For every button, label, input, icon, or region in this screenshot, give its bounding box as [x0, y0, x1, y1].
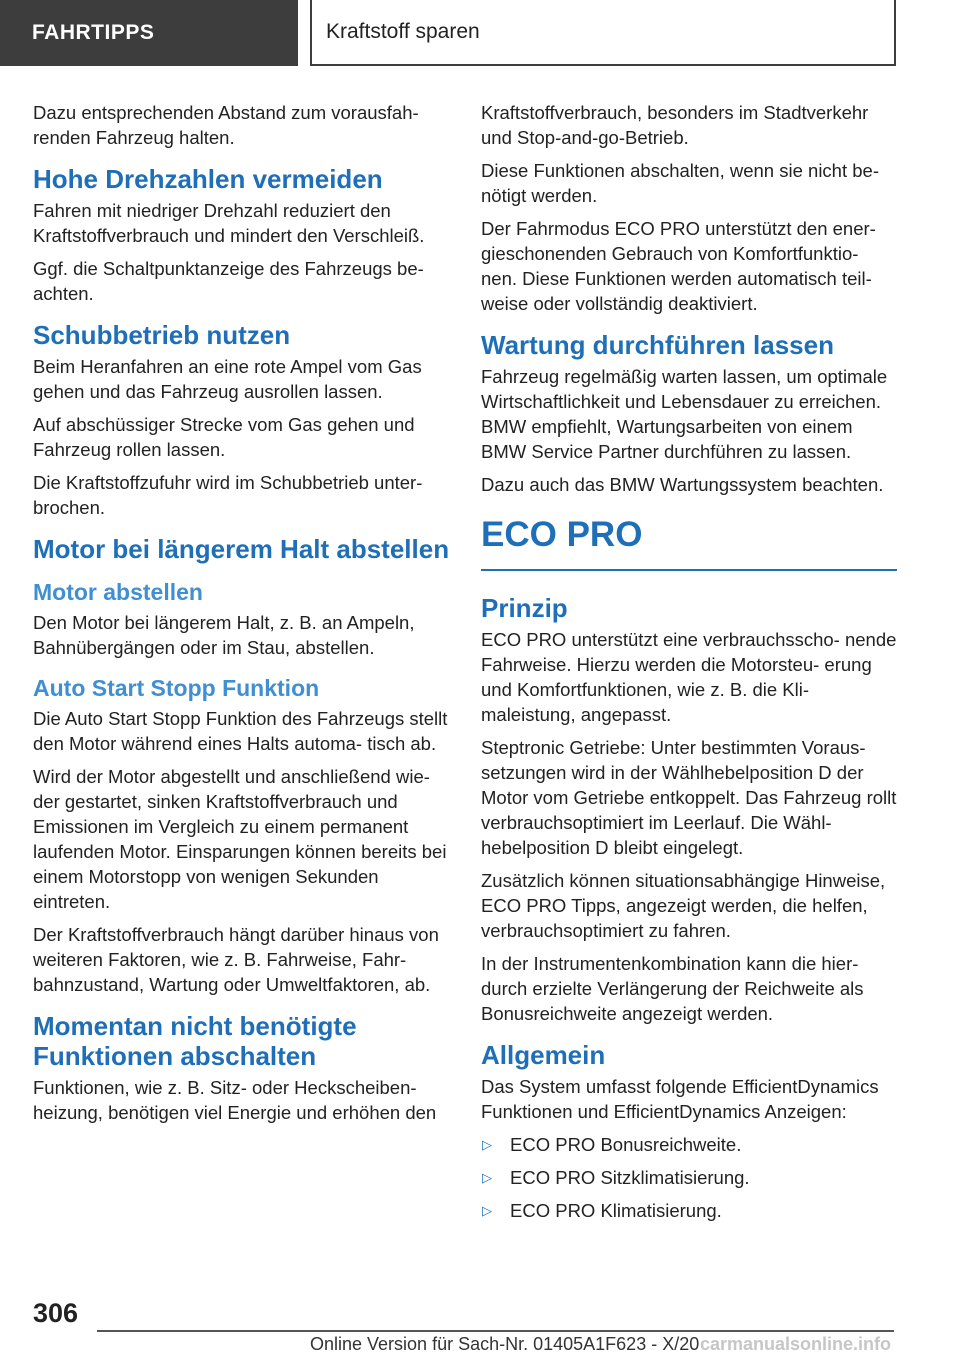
chapter-title: FAHRTIPPS [32, 21, 155, 44]
paragraph: Fahren mit niedriger Drehzahl reduziert den Kraftstoffverbrauch und mindert den Verschleiß. [33, 200, 425, 246]
paragraph: Beim Heranfahren an eine rote Ampel vom Gas gehen und das Fahrzeug ausrollen lassen. [33, 356, 422, 402]
feature-list [481, 1132, 897, 1223]
paragraph: Steptronic Getriebe: Unter bestimmten Voraus‐ setzungen wird in der Wählhebelposition D der Motor vom Getriebe entkoppelt. Das Fahrzeug rollt verbrauchsoptimiert im Leerlauf. Die Wähl‐ hebelposition D bleibt eingelegt. [481, 737, 897, 858]
section-header [310, 0, 896, 66]
paragraph: Das System umfasst folgende EfficientDynamics Funktionen und EfficientDynamics Anzeigen: [481, 1076, 879, 1122]
triangle-bullet-icon: ▷ [482, 1170, 492, 1185]
paragraph: Dazu entsprechenden Abstand zum vorausfah‐ renden Fahrzeug halten. [33, 102, 419, 148]
right-column [481, 100, 897, 1231]
paragraph: Den Motor bei längerem Halt, z. B. an Ampeln, Bahnübergängen oder im Stau, abstellen. [33, 612, 415, 658]
paragraph: Die Auto Start Stopp Funktion des Fahrzeugs stellt den Motor während eines Halts automa‐ tisch ab. [33, 708, 448, 754]
paragraph: Dazu auch das BMW Wartungssystem beachten. [481, 474, 884, 495]
heading-wartung: Wartung durchführen lassen [481, 330, 834, 360]
paragraph: Kraftstoffverbrauch, besonders im Stadtverkehr und Stop-and-go-Betrieb. [481, 102, 869, 148]
page-number: 306 [33, 1298, 79, 1328]
subheading-motor-abstellen: Motor abstellen [33, 579, 203, 605]
left-column [33, 100, 451, 1133]
heading-allgemein: Allgemein [481, 1040, 606, 1070]
paragraph: Zusätzlich können situationsabhängige Hinweise, ECO PRO Tipps, angezeigt werden, die helfen, verbrauchsoptimiert zu fahren. [481, 870, 886, 941]
paragraph: Funktionen, wie z. B. Sitz- oder Heckscheiben‐ heizung, benötigen viel Energie und erhöhen den [33, 1077, 437, 1123]
paragraph: Ggf. die Schaltpunktanzeige des Fahrzeugs be‐ achten. [33, 258, 424, 304]
triangle-bullet-icon: ▷ [482, 1203, 492, 1218]
paragraph: In der Instrumentenkombination kann die hier‐ durch erzielte Verlängerung der Reichweite als Bonusreichweite angezeigt werden. [481, 953, 864, 1024]
paragraph: Der Kraftstoffverbrauch hängt darüber hinaus von weiteren Faktoren, wie z. B. Fahrweise, Fahr‐ bahnzustand, Wartung oder Umweltfaktoren, ab. [33, 924, 439, 995]
paragraph: ECO PRO unterstützt eine verbrauchsscho‐ nende Fahrweise. Hierzu werden die Motorsteu‐ erung und Komfortfunktionen, wie z. B. die Kli‐ maleistung, angepasst. [481, 629, 897, 725]
list-item-text: ECO PRO Sitzklimatisierung. [510, 1167, 750, 1188]
paragraph: Diese Funktionen abschalten, wenn sie nicht be‐ nötigt werden. [481, 160, 879, 206]
list-item [481, 1165, 897, 1190]
paragraph: Auf abschüssiger Strecke vom Gas gehen und Fahrzeug rollen lassen. [33, 414, 415, 460]
heading-funktionen-abschalten: Momentan nicht benötigte Funktionen abschalten [33, 1011, 357, 1071]
watermark: carmanualsonline.info [700, 1334, 892, 1354]
heading-motor-halt: Motor bei längerem Halt abstellen [33, 534, 450, 564]
paragraph: Wird der Motor abgestellt und anschließend wie‐ der gestartet, sinken Kraftstoffverbrauch und Emissionen im Vergleich zu einem permanent laufenden Motor. Einsparungen können bereits bei einem Motorstopp von wenigen Sekunden eintreten. [33, 766, 447, 912]
list-item [481, 1132, 897, 1157]
chapter-tab [0, 0, 298, 66]
list-item-text: ECO PRO Klimatisierung. [510, 1200, 722, 1221]
heading-schubbetrieb: Schubbetrieb nutzen [33, 320, 291, 350]
footer-divider [97, 1330, 894, 1332]
chapter-heading-eco-pro: ECO PRO [481, 513, 897, 571]
paragraph: Der Fahrmodus ECO PRO unterstützt den ener‐ gieschonenden Gebrauch von Komfortfunktio‐ nen. Diese Funktionen werden automatisch teil‐ weise oder vollständig deaktiviert. [481, 218, 876, 314]
online-version-note: Online Version für Sach-Nr. 01405A1F623 - X/20 [310, 1334, 700, 1354]
subheading-auto-start-stopp: Auto Start Stopp Funktion [33, 675, 320, 701]
heading-prinzip: Prinzip [481, 593, 568, 623]
paragraph: Fahrzeug regelmäßig warten lassen, um optimale Wirtschaftlichkeit und Lebensdauer zu erreichen. BMW empfiehlt, Wartungsarbeiten von einem BMW Service Partner durchführen zu lassen. [481, 366, 888, 462]
paragraph: Die Kraftstoffzufuhr wird im Schubbetrieb unter‐ brochen. [33, 472, 423, 518]
triangle-bullet-icon: ▷ [482, 1137, 492, 1152]
section-title: Kraftstoff sparen [326, 20, 480, 43]
list-item-text: ECO PRO Bonusreichweite. [510, 1134, 742, 1155]
list-item [481, 1198, 897, 1223]
heading-drehzahl: Hohe Drehzahlen vermeiden [33, 164, 383, 194]
